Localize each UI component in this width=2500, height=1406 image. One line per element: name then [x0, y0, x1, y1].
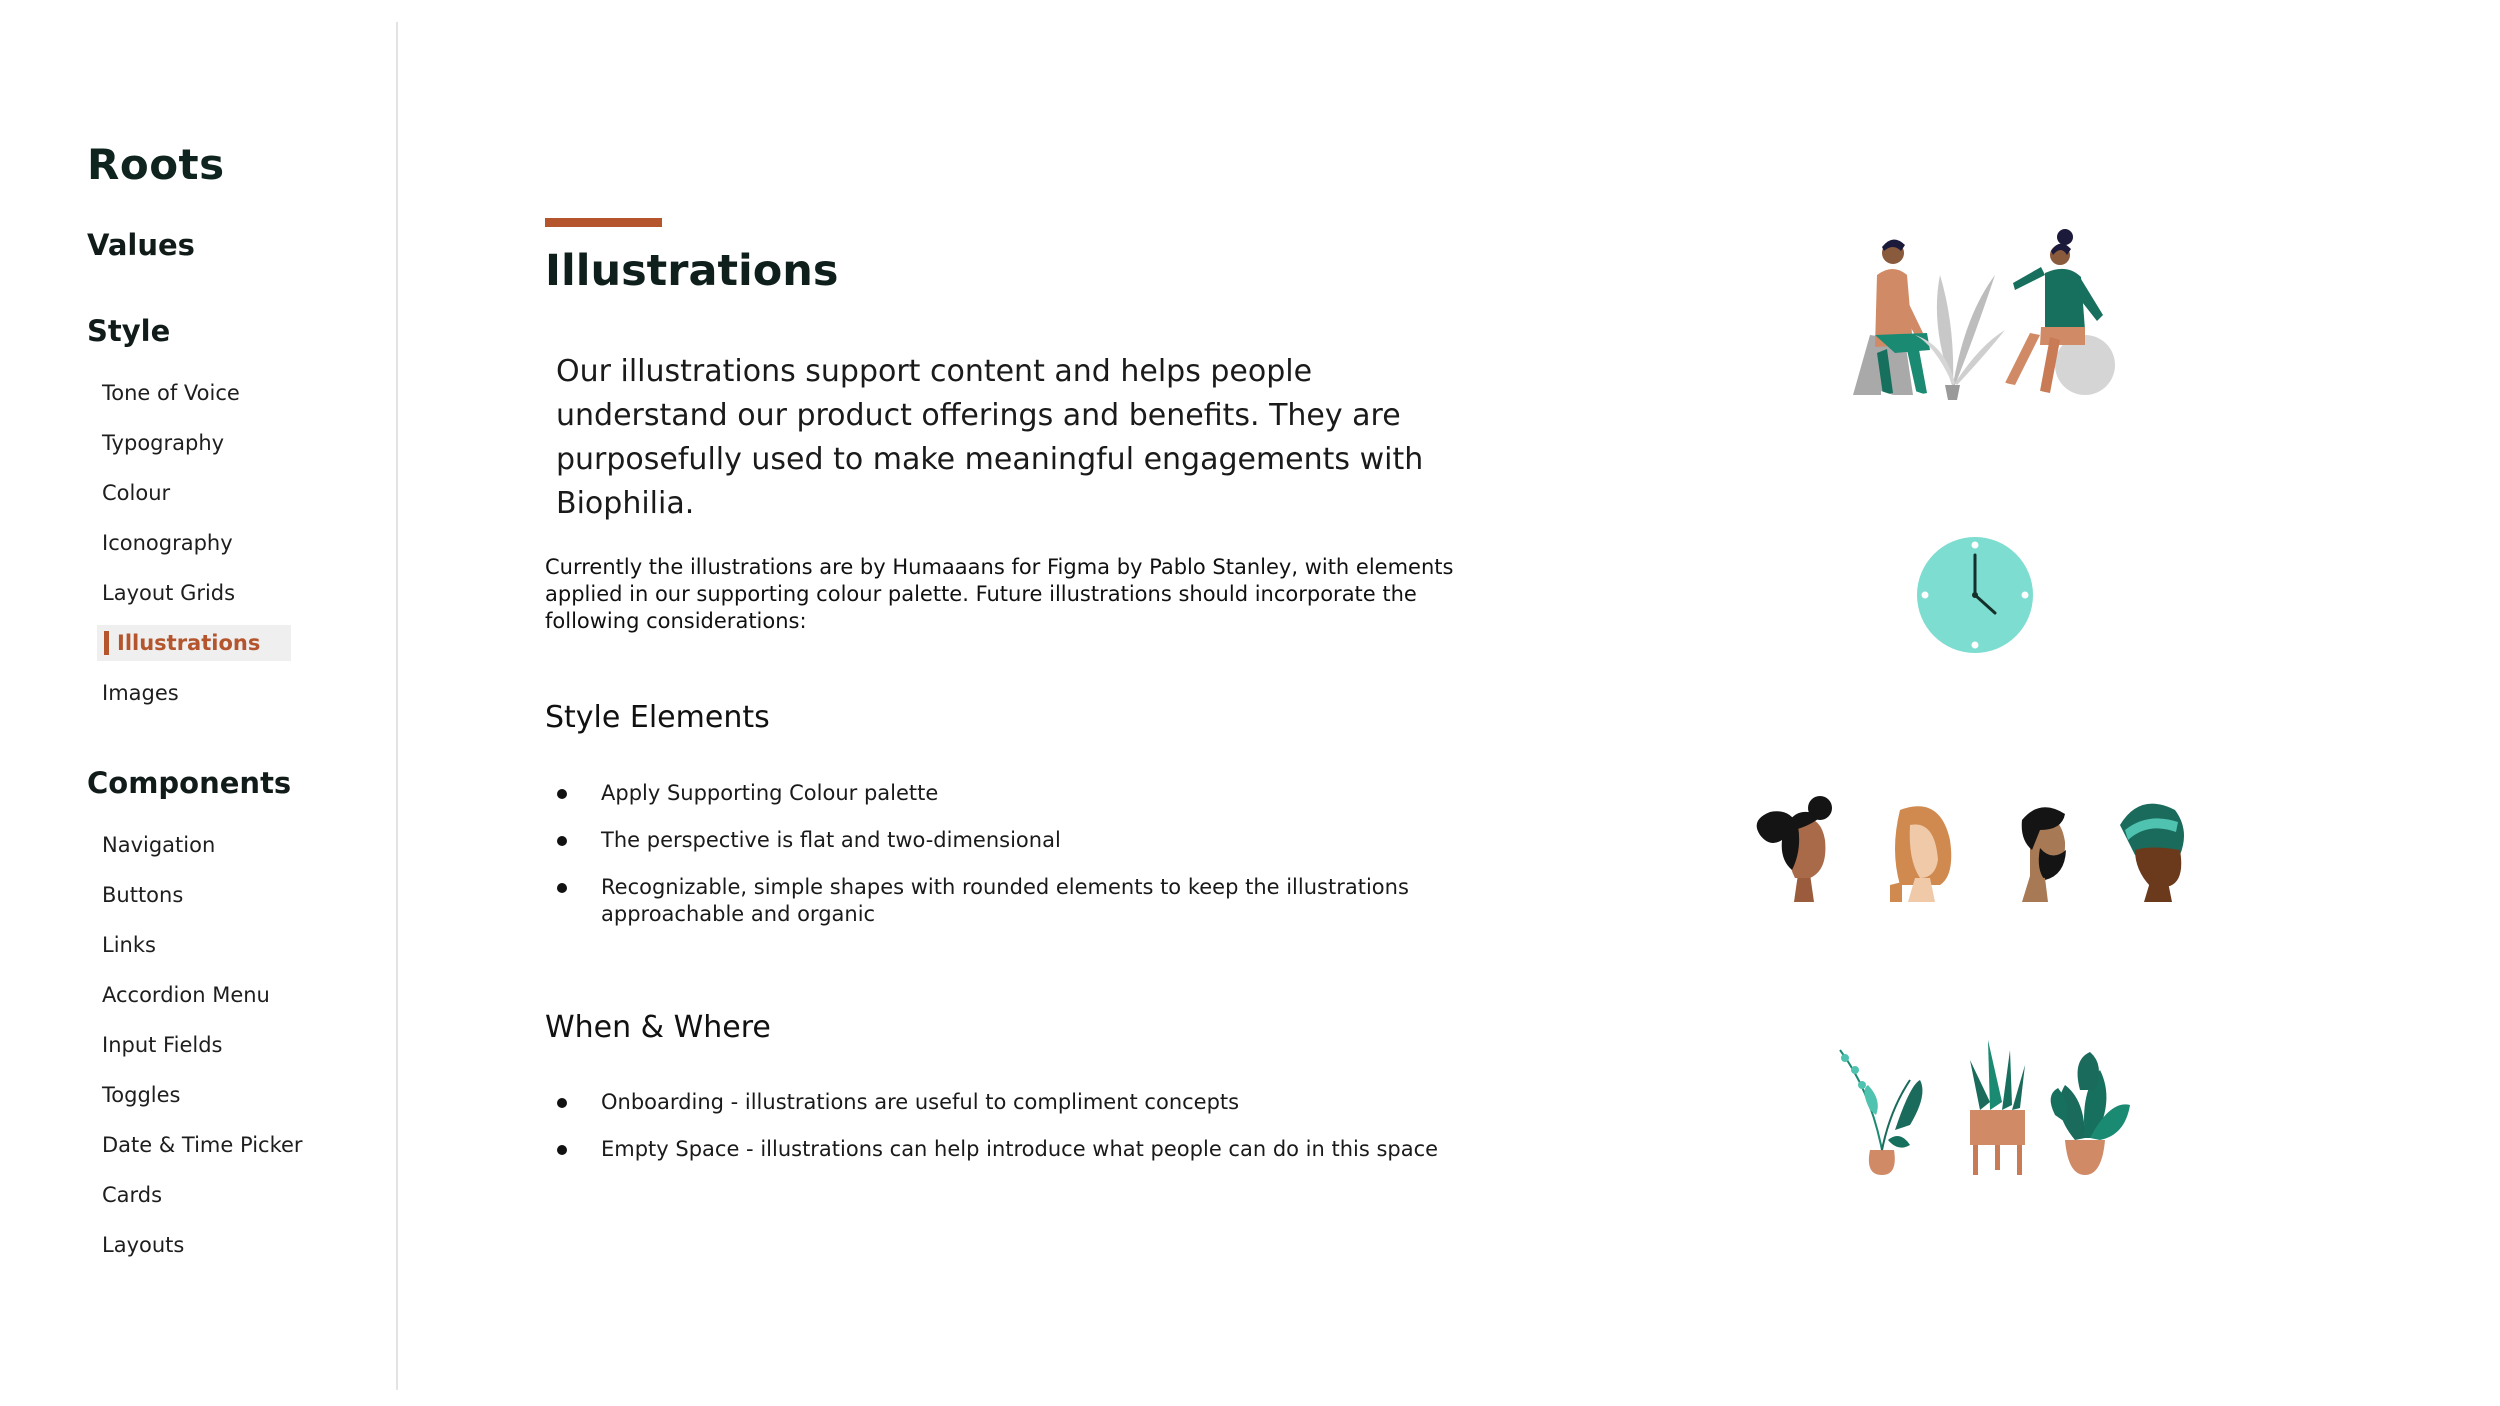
- people-conversation-illustration: [1835, 215, 2135, 405]
- sidebar-item-iconography[interactable]: Iconography: [102, 531, 233, 555]
- nav-section-values[interactable]: Values: [87, 228, 195, 262]
- sidebar-item-date-time-picker[interactable]: Date & Time Picker: [102, 1133, 303, 1157]
- sidebar-item-typography[interactable]: Typography: [102, 431, 225, 455]
- sidebar-item-accordion-menu[interactable]: Accordion Menu: [102, 983, 270, 1007]
- clock-illustration: [1915, 535, 2035, 655]
- list-item: The perspective is flat and two-dimensional: [545, 827, 1485, 854]
- faces-illustration: [1740, 790, 2220, 910]
- sidebar-item-layouts[interactable]: Layouts: [102, 1233, 185, 1257]
- list-item: Onboarding - illustrations are useful to compliment concepts: [545, 1089, 1485, 1116]
- sidebar-item-links[interactable]: Links: [102, 933, 156, 957]
- sidebar-item-illustrations[interactable]: Illustrations: [97, 625, 291, 661]
- sidebar-item-images[interactable]: Images: [102, 681, 179, 705]
- sidebar-item-input-fields[interactable]: Input Fields: [102, 1033, 223, 1057]
- sidebar: [0, 0, 398, 1406]
- sidebar-item-toggles[interactable]: Toggles: [102, 1083, 181, 1107]
- nav-section-components[interactable]: Components: [87, 766, 292, 800]
- list-item: Recognizable, simple shapes with rounded elements to keep the illustrations approachable and organic: [545, 874, 1461, 928]
- sidebar-item-cards[interactable]: Cards: [102, 1183, 163, 1207]
- when-where-heading: When & Where: [545, 1010, 771, 1045]
- brand-logo[interactable]: Roots: [87, 140, 225, 189]
- page-title: Illustrations: [545, 246, 839, 296]
- list-item: Apply Supporting Colour palette: [545, 780, 1485, 807]
- plants-illustration: [1810, 1030, 2150, 1180]
- nav-section-style[interactable]: Style: [87, 314, 171, 348]
- style-elements-heading: Style Elements: [545, 700, 770, 735]
- sidebar-item-buttons[interactable]: Buttons: [102, 883, 184, 907]
- lead-paragraph: Our illustrations support content and helps people understand our product offerings and benefits. They are purposefully used to make meaningful engagements with Biophilia.: [556, 354, 1424, 521]
- style-elements-list: [545, 780, 1485, 948]
- list-item: Empty Space - illustrations can help introduce what people can do in this space: [545, 1136, 1485, 1163]
- title-accent-bar: [545, 218, 662, 227]
- sidebar-divider: [396, 22, 398, 1390]
- when-where-list: [545, 1089, 1485, 1183]
- intro-paragraph: Currently the illustrations are by Humaaans for Figma by Pablo Stanley, with elements applied in our supporting colour palette. Future illustrations should incorporate the following considerations:: [545, 555, 1454, 633]
- sidebar-item-navigation[interactable]: Navigation: [102, 833, 216, 857]
- sidebar-item-layout-grids[interactable]: Layout Grids: [102, 581, 236, 605]
- sidebar-item-tone-of-voice[interactable]: Tone of Voice: [102, 381, 240, 405]
- sidebar-item-colour[interactable]: Colour: [102, 481, 171, 505]
